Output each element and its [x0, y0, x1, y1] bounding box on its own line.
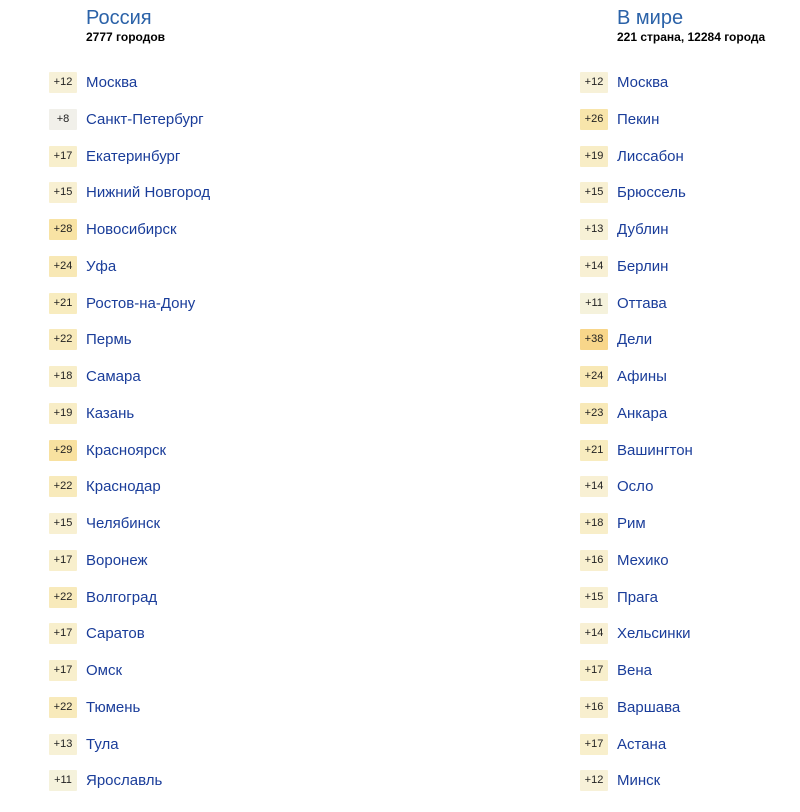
city-row[interactable]: [48, 219, 268, 256]
city-link[interactable]: Самара: [86, 368, 141, 385]
city-link[interactable]: Ярославль: [86, 772, 163, 790]
city-row[interactable]: [579, 72, 799, 109]
city-link[interactable]: Тула: [86, 735, 119, 753]
russia-title-link[interactable]: Россия: [86, 7, 152, 29]
city-link[interactable]: Астана: [617, 735, 667, 753]
temperature-badge: +17: [580, 734, 608, 755]
city-link[interactable]: Красноярск: [86, 441, 167, 459]
city-link[interactable]: Пермь: [86, 331, 132, 349]
world-city-list: [579, 72, 799, 807]
temperature-badge: +11: [580, 293, 608, 314]
city-link[interactable]: Хельсинки: [617, 625, 691, 643]
temperature-badge: +14: [580, 256, 608, 277]
city-row[interactable]: [579, 329, 799, 366]
city-row[interactable]: [48, 476, 268, 513]
city-row[interactable]: [48, 660, 268, 697]
city-link[interactable]: Рим: [617, 515, 646, 532]
temperature-badge: +19: [49, 403, 77, 424]
city-link[interactable]: Нижний Новгород: [86, 184, 211, 202]
city-row[interactable]: [48, 734, 268, 771]
city-link[interactable]: Минск: [617, 772, 661, 790]
temperature-badge: +21: [580, 440, 608, 461]
temperature-badge: +15: [580, 587, 608, 608]
city-link[interactable]: Варшава: [617, 698, 681, 716]
temperature-badge: +22: [49, 697, 77, 718]
city-link[interactable]: Дублин: [617, 221, 669, 238]
city-link[interactable]: Брюссель: [617, 184, 686, 202]
city-link[interactable]: Оттава: [617, 294, 667, 312]
city-link[interactable]: Тюмень: [86, 698, 141, 716]
city-link[interactable]: Новосибирск: [86, 221, 177, 238]
city-row[interactable]: [48, 109, 268, 146]
city-row[interactable]: [48, 770, 268, 807]
temperature-badge: +22: [49, 476, 77, 497]
world-title-link[interactable]: В мире: [617, 7, 684, 29]
city-row[interactable]: [579, 440, 799, 477]
world-city-count: 221 страна, 12284 города: [617, 30, 766, 44]
city-link[interactable]: Омск: [86, 662, 123, 679]
city-row[interactable]: [579, 770, 799, 807]
city-row[interactable]: [48, 623, 268, 660]
city-row[interactable]: [48, 182, 268, 219]
city-row[interactable]: [48, 256, 268, 293]
city-row[interactable]: [48, 513, 268, 550]
city-row[interactable]: [579, 623, 799, 660]
city-row[interactable]: [48, 440, 268, 477]
city-link[interactable]: Уфа: [86, 257, 117, 275]
temperature-badge: +38: [580, 329, 608, 350]
city-link[interactable]: Афины: [617, 368, 667, 385]
temperature-badge: +22: [49, 329, 77, 350]
city-row[interactable]: [48, 587, 268, 624]
temperature-badge: +18: [49, 366, 77, 387]
city-link[interactable]: Дели: [617, 331, 653, 349]
temperature-badge: +22: [49, 587, 77, 608]
temperature-badge: +15: [580, 182, 608, 203]
city-link[interactable]: Осло: [617, 478, 654, 496]
city-link[interactable]: Лиссабон: [617, 147, 684, 165]
city-link[interactable]: Пекин: [617, 110, 660, 128]
city-row[interactable]: [48, 293, 268, 330]
temperature-badge: +19: [580, 146, 608, 167]
city-row[interactable]: [48, 72, 268, 109]
temperature-badge: +12: [580, 72, 608, 93]
temperature-badge: +8: [49, 109, 77, 130]
city-row[interactable]: [579, 403, 799, 440]
city-row[interactable]: [48, 697, 268, 734]
temperature-badge: +17: [49, 623, 77, 644]
city-link[interactable]: Мехико: [617, 551, 669, 569]
russia-city-count: 2777 городов: [86, 30, 166, 44]
city-link[interactable]: Москва: [86, 74, 138, 91]
temperature-badge: +24: [580, 366, 608, 387]
city-link[interactable]: Вашингтон: [617, 441, 693, 459]
temperature-badge: +17: [49, 550, 77, 571]
city-row[interactable]: [579, 256, 799, 293]
temperature-badge: +24: [49, 256, 77, 277]
temperature-badge: +17: [49, 660, 77, 681]
city-link[interactable]: Берлин: [617, 257, 669, 275]
city-link[interactable]: Прага: [617, 588, 658, 606]
city-row[interactable]: [48, 329, 268, 366]
city-row[interactable]: [579, 734, 799, 771]
temperature-badge: +12: [580, 770, 608, 791]
city-link[interactable]: Казань: [86, 404, 135, 422]
temperature-badge: +14: [580, 623, 608, 644]
city-link[interactable]: Краснодар: [86, 478, 161, 496]
city-row[interactable]: [579, 293, 799, 330]
temperature-badge: +18: [580, 513, 608, 534]
temperature-badge: +23: [580, 403, 608, 424]
city-link[interactable]: Челябинск: [86, 515, 161, 532]
city-link[interactable]: Ростов-на-Дону: [86, 294, 196, 312]
city-row[interactable]: [48, 403, 268, 440]
city-link[interactable]: Воронеж: [86, 551, 148, 569]
city-row[interactable]: [48, 146, 268, 183]
temperature-badge: +16: [580, 550, 608, 571]
city-row[interactable]: [579, 660, 799, 697]
temperature-badge: +17: [49, 146, 77, 167]
city-row[interactable]: [579, 366, 799, 403]
city-row[interactable]: [48, 366, 268, 403]
city-row[interactable]: [48, 550, 268, 587]
city-link[interactable]: Вена: [617, 662, 652, 679]
temperature-badge: +12: [49, 72, 77, 93]
temperature-badge: +17: [580, 660, 608, 681]
temperature-badge: +15: [49, 182, 77, 203]
temperature-badge: +21: [49, 293, 77, 314]
city-row[interactable]: [579, 109, 799, 146]
temperature-badge: +28: [49, 219, 77, 240]
city-row[interactable]: [579, 587, 799, 624]
city-row[interactable]: [579, 182, 799, 219]
city-link[interactable]: Москва: [617, 74, 669, 91]
city-link[interactable]: Анкара: [617, 404, 668, 422]
city-row[interactable]: [579, 219, 799, 256]
temperature-badge: +29: [49, 440, 77, 461]
temperature-badge: +14: [580, 476, 608, 497]
russia-city-list: [48, 72, 268, 807]
city-row[interactable]: [579, 476, 799, 513]
city-row[interactable]: [579, 697, 799, 734]
city-row[interactable]: [579, 146, 799, 183]
temperature-badge: +13: [580, 219, 608, 240]
temperature-badge: +26: [580, 109, 608, 130]
city-row[interactable]: [579, 513, 799, 550]
city-row[interactable]: [579, 550, 799, 587]
city-link[interactable]: Волгоград: [86, 588, 158, 606]
temperature-badge: +11: [49, 770, 77, 791]
city-link[interactable]: Екатеринбург: [86, 147, 181, 165]
temperature-badge: +16: [580, 697, 608, 718]
city-link[interactable]: Саратов: [86, 625, 145, 643]
temperature-badge: +13: [49, 734, 77, 755]
temperature-badge: +15: [49, 513, 77, 534]
city-link[interactable]: Санкт-Петербург: [86, 110, 204, 128]
